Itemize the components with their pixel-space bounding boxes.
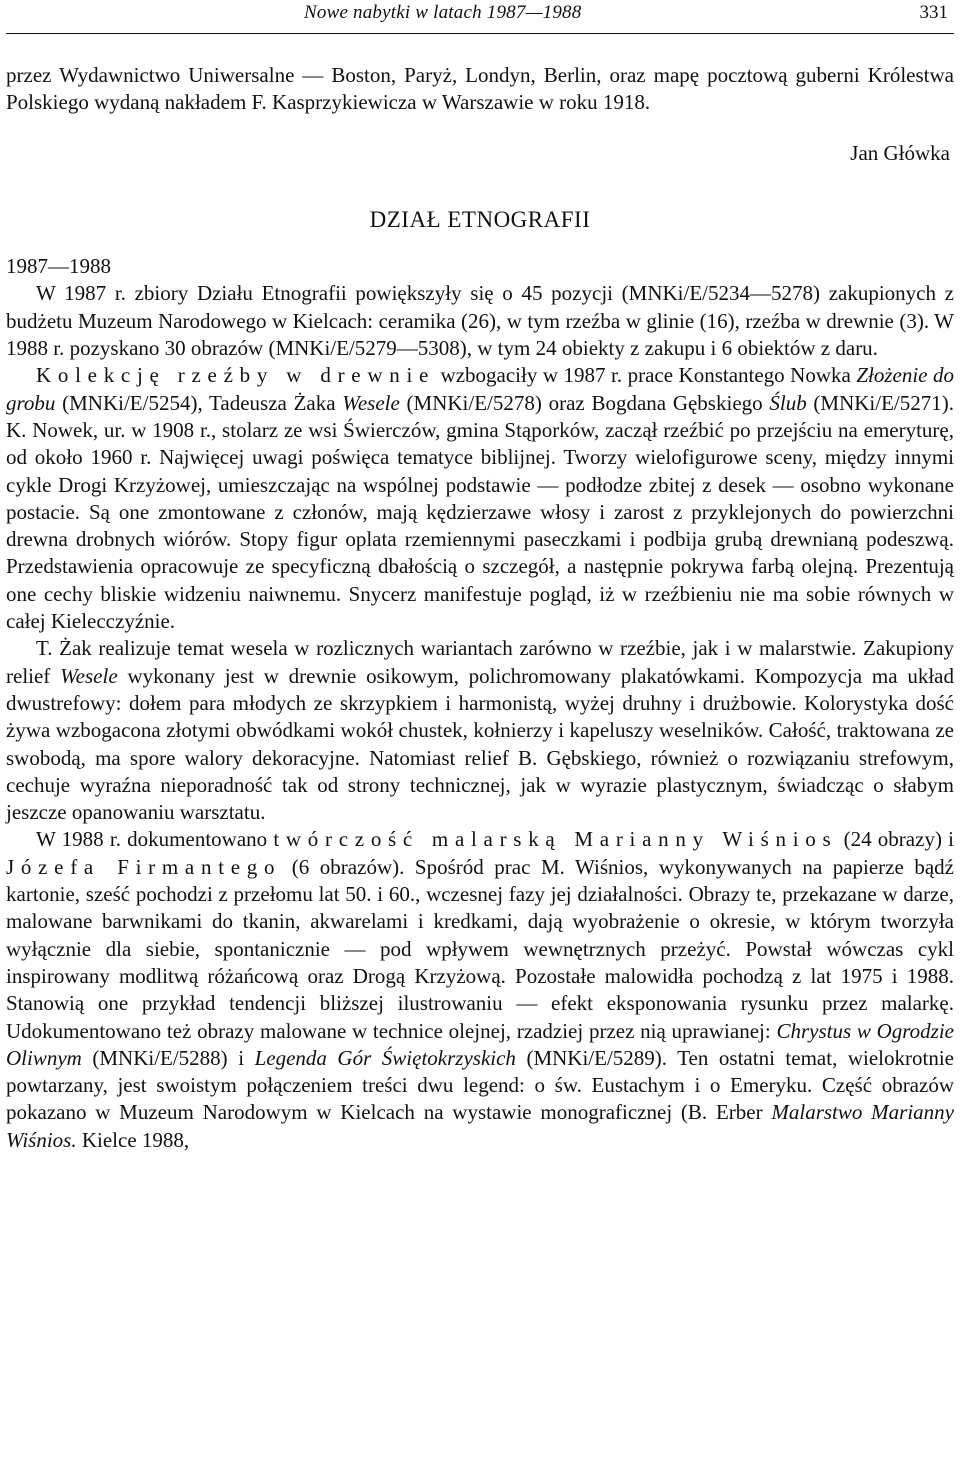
paragraph-4 bbox=[6, 826, 954, 1154]
paragraph-2 bbox=[6, 362, 954, 635]
author-signature: Jan Główka bbox=[850, 140, 950, 165]
section-years: 1987—1988 bbox=[6, 254, 111, 279]
running-title: Nowe nabytki w latach 1987—1988 bbox=[304, 2, 582, 23]
text-run: (MNKi/E/5254), Tadeusza Żaka bbox=[55, 390, 343, 415]
text-run: (MNKi/E/5289). Ten ostatni temat, wielokrotnie powtarzany, jest swoistym połączeniem treści dwu legend: o św. Eustachym i o Emeryku. Część obrazów pokazano w Muzeum Narodowym w Kielcach na wystawie monograficznej (B. Erber bbox=[6, 1045, 954, 1125]
book-title: Malarstwo Marianny Wiśnios. bbox=[6, 1100, 954, 1152]
page-header bbox=[0, 0, 960, 36]
artwork-title: Chrystus w Ogrodzie Oliwnym bbox=[6, 1018, 954, 1070]
text-run: (MNKi/E/5271). K. Nowek, ur. w 1908 r., stolarz ze wsi Świerczów, gmina Stąporków, zaczął rzeźbić po przejściu na emeryturę, od około 1960 r. Najwięcej uwagi poświęca tematyce biblijnej. Tworzy wielofigurowe sceny, między innymi cykle Drogi Krzyżowej, umieszczając na wspólnej podstawie — podłodze zbitej z desek — osobno wykonane postacie. Są one zmontowane z członów, mają kędzierzawe włosy i zarost z przyklejonych do powierzchni drewna drobnych wiórów. Stopy figur oplata rzemiennymi paseczkami i podbija grubą drewnianą podeszwą. Przedstawienia opracowuje ze specyficzną dbałością o szczegół, a następnie pokrywa farbą olejną. Prezentują one cechy bliskie widzeniu naiwnemu. Snycerz manifestuje pogląd, iż w rzeźbieniu nie ma sobie równych w całej Kielecczyźnie. bbox=[6, 390, 954, 634]
artwork-title: Wesele bbox=[60, 663, 118, 688]
page-body bbox=[6, 62, 954, 1154]
section-title: DZIAŁ ETNOGRAFII bbox=[369, 206, 591, 232]
spaced-heading: Kolekcję rzeźby w drewnie bbox=[36, 363, 436, 388]
text-run: (MNKi/E/5288) i bbox=[81, 1045, 255, 1070]
text-run: Kielce 1988, bbox=[76, 1127, 190, 1152]
text-run: W 1988 r. dokumentowano bbox=[36, 827, 274, 852]
paragraph-3 bbox=[6, 635, 954, 826]
artwork-title: Złożenie do grobu bbox=[6, 363, 954, 415]
artwork-title: Wesele bbox=[342, 390, 400, 415]
header-rule bbox=[6, 33, 954, 34]
text-run: wykonany jest w drewnie osikowym, polichromowany plakatówkami. Kompozycja ma układ dwustrefowy: dołem para młodych ze skrzypkiem i harmonistą, wyżej druhny i drużbowie. Kolorystyka dość żywa wzbogacona złotymi obwódkami wokół chustek, kołnierzy i kapeluszy weselników. Całość, traktowana ze swobodą, ma spore walory dekoracyjne. Natomiast relief B. Gębskiego, również o rozwiązaniu strefowym, cechuje wyraźna nieporadność tak od strony technicznej, jak w wyrazie plastycznym, świadcząc o słabym jeszcze opanowaniu warsztatu. bbox=[6, 663, 955, 825]
text-run: (MNKi/E/5278) oraz Bogdana Gębskiego bbox=[399, 390, 770, 415]
text-run: (24 obrazy) i bbox=[837, 827, 954, 852]
text-run: wzbogaciły w 1987 r. prace Konstantego Nowka bbox=[435, 363, 857, 388]
text-run: (6 obrazów). Spośród prac M. Wiśnios, wykonywanych na papierze bądź kartonie, sześć pochodzi z przełomu lat 50. i 60., wczesnej fazy jej działalności. Obrazy te, przekazane w darze, malowane barwnikami do tkanin, akwarelami i kredkami, dają wyobrażenie o okresie, w którym tworzyła wyłącznie dla siebie, spontanicznie — pod wpływem wewnętrznych przeżyć. Powstał wówczas cykl inspirowany modlitwą różańcową oraz Drogą Krzyżową. Pozostałe malowidła pochodzą z lat 1975 i 1988. Stanowią one przykład tendencji bliższej ilustrowaniu — efekt eksponowania rysunku przez malarkę. Udokumentowano też obrazy malowane w technice olejnej, rzadziej przez nią uprawianej: bbox=[6, 854, 954, 1043]
spaced-heading: twórczość malarską Marianny Wiśnios bbox=[273, 827, 838, 852]
page-number: 331 bbox=[919, 2, 948, 23]
artwork-title: Ślub bbox=[769, 390, 807, 415]
artwork-title: Legenda Gór Świętokrzyskich bbox=[254, 1045, 516, 1070]
intro-paragraph: przez Wydawnictwo Uniwersalne — Boston, Paryż, Londyn, Berlin, oraz mapę pocztową guberni Królestwa Polskiego wydaną nakładem F. Kasprzykiewicza w Warszawie w roku 1918. bbox=[6, 63, 954, 115]
text-run: T. Żak realizuje temat wesela w rozlicznych wariantach zarówno w rzeźbie, jak i w malarstwie. Zakupiony relief bbox=[6, 636, 954, 688]
paragraph-1-text: W 1987 r. zbiory Działu Etnografii powiększyły się o 45 pozycji (MNKi/E/5234—5278) zakupionych z budżetu Muzeum Narodowego w Kielcach: ceramika (26), w tym rzeźba w glinie (16), rzeźba w drewnie (3). W 1988 r. pozyskano 30 obrazów (MNKi/E/5279—5308), w tym 24 obiekty z zakupu i 6 obiektów z daru. bbox=[6, 281, 954, 361]
spaced-heading: Józefa Firmantego bbox=[6, 854, 282, 879]
paragraph-1 bbox=[6, 280, 954, 362]
